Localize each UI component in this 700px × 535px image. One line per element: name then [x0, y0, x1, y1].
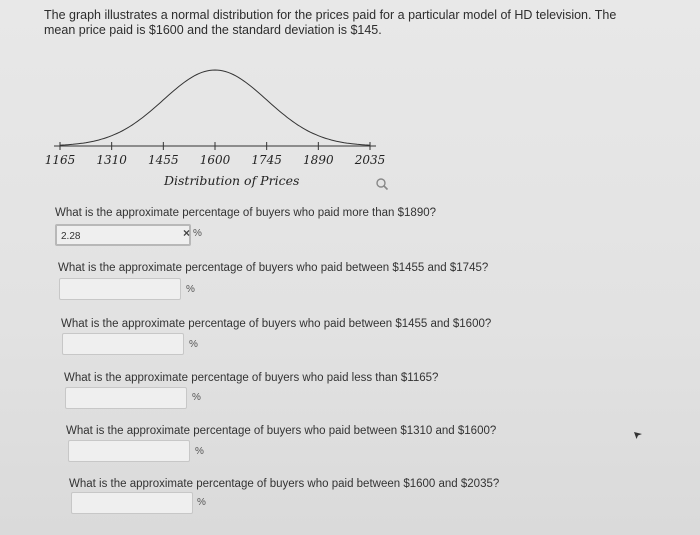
percent-unit: % — [186, 284, 195, 295]
x-tick-label: 1455 — [148, 153, 179, 167]
problem-statement: The graph illustrates a normal distribution for the prices paid for a particular model of HD television. The mean price paid is $1600 and the standard deviation is $145. — [44, 8, 617, 37]
answer-input-4[interactable] — [65, 387, 187, 409]
answer-input-1[interactable]: 2.28 — [55, 224, 191, 246]
x-axis-label: Distribution of Prices — [164, 173, 300, 188]
question-1: What is the approximate percentage of buyers who paid more than $1890? — [55, 207, 437, 219]
search-icon[interactable] — [375, 177, 389, 191]
answer-input-3[interactable] — [62, 333, 184, 355]
percent-unit: % — [189, 339, 198, 350]
question-4: What is the approximate percentage of buyers who paid less than $1165? — [64, 372, 439, 384]
normal-distribution-chart — [44, 58, 386, 198]
question-3: What is the approximate percentage of buyers who paid between $1455 and $1600? — [61, 318, 492, 330]
mouse-cursor-icon — [633, 430, 643, 440]
answer-input-2[interactable] — [59, 278, 181, 300]
x-tick-label: 1745 — [251, 153, 282, 167]
incorrect-mark-icon: × — [183, 226, 191, 240]
x-tick-label: 1600 — [199, 153, 231, 167]
question-2: What is the approximate percentage of buyers who paid between $1455 and $1745? — [58, 262, 489, 274]
answer-input-6[interactable] — [71, 492, 193, 514]
answer-input-5[interactable] — [68, 440, 190, 462]
x-tick-label: 1890 — [303, 153, 334, 167]
distribution-curve — [60, 70, 370, 145]
percent-unit: % — [193, 228, 202, 239]
percent-unit: % — [197, 497, 206, 508]
x-tick-label: 2035 — [354, 153, 386, 167]
percent-unit: % — [192, 392, 201, 403]
x-tick-label: 1310 — [96, 153, 127, 167]
question-5: What is the approximate percentage of buyers who paid between $1310 and $1600? — [66, 425, 497, 437]
question-6: What is the approximate percentage of buyers who paid between $1600 and $2035? — [69, 478, 500, 490]
x-tick-label: 1165 — [44, 153, 76, 167]
percent-unit: % — [195, 446, 204, 457]
